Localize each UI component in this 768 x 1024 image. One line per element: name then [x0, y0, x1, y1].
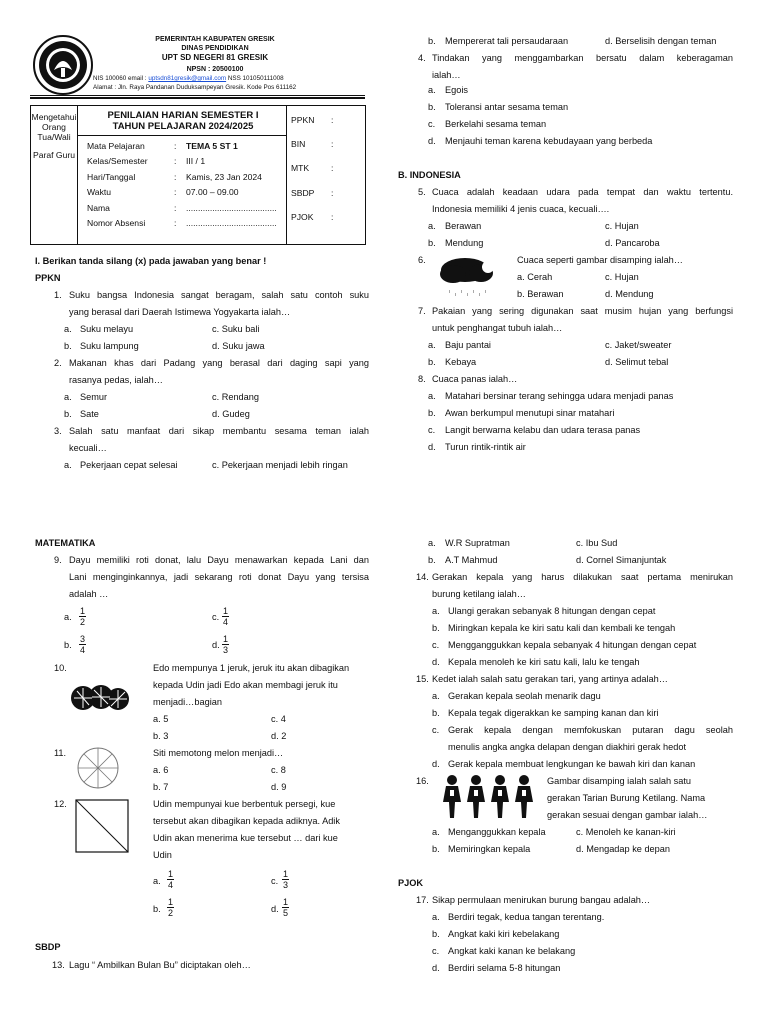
kop-divider-thick: [30, 97, 365, 99]
q4-number: 4.: [418, 53, 426, 63]
field-value-kelas: III / 1: [186, 156, 206, 167]
kop-line-1: PEMERINTAH KABUPATEN GRESIK: [155, 36, 275, 43]
q14-number: 14.: [416, 572, 429, 582]
q17-option-d[interactable]: Berdiri selama 5-8 hitungan: [448, 963, 561, 973]
q12-text-1: Udin mempunyai kue berbentuk persegi, kue: [153, 799, 336, 809]
q3-text-2: kecuali…: [69, 443, 107, 453]
q12-letter-c: c.: [271, 876, 279, 886]
q3-option-a[interactable]: Pekerjaan cepat selesai: [80, 460, 178, 470]
q16-option-c[interactable]: c. Menoleh ke kanan-kiri: [576, 827, 676, 837]
cloud-image: [437, 254, 503, 302]
q16-text-2: gerakan Tarian Burung Ketilang. Nama: [547, 793, 706, 803]
q15-option-c-1[interactable]: Gerak kepala dengan memfokuskan putaran dagu seolah: [448, 725, 733, 735]
q7-option-d[interactable]: d. Selimut tebal: [605, 357, 669, 367]
colon: :: [331, 187, 334, 198]
melon-circle-image: [76, 746, 120, 790]
q10-text-2: kepada Udin jadi Edo akan membagi jeruk itu: [153, 680, 338, 690]
q13-option-b[interactable]: A.T Mahmud: [445, 555, 498, 565]
q5-text-2: Indonesia memiliki 4 jenis cuaca, kecuali….: [432, 204, 610, 214]
q10-text-1: Edo mempunya 1 jeruk, jeruk itu akan dibagikan: [153, 663, 350, 673]
field-label-kelas: Kelas/Semester: [87, 156, 148, 167]
kop-contact: [93, 75, 284, 84]
q14-option-b[interactable]: Miringkan kepala ke kiri satu kali dan kembali ke tengah: [448, 623, 676, 633]
field-label-nama: Nama: [87, 202, 110, 213]
q7-text-1: Pakaian yang sering digunakan saat musim hujan yang berfungsi: [432, 306, 733, 316]
q12-letter-b: b.: [153, 904, 161, 914]
orange-slices-image: [70, 680, 130, 716]
q2-option-a[interactable]: Semur: [80, 392, 108, 402]
q3-option-c[interactable]: c. Pekerjaan menjadi lebih ringan: [212, 460, 348, 470]
q9-number: 9.: [54, 555, 62, 565]
q12-option-c[interactable]: $\frac{1}{3}$: [283, 869, 289, 890]
q6-option-a[interactable]: a. Cerah: [517, 272, 553, 282]
field-label-tanggal: Hari/Tanggal: [87, 171, 136, 182]
kop-nis: NIS 100060 email :: [93, 75, 149, 82]
score-pjok: PJOK: [291, 211, 314, 222]
q1-letter-b: b.: [64, 341, 72, 351]
q12-number: 12.: [54, 799, 67, 809]
colon: :: [331, 115, 334, 125]
q4-letter-c: c.: [428, 119, 436, 129]
info-fields: [87, 139, 277, 231]
q9-option-d[interactable]: $\frac{1}{3}$: [223, 634, 229, 655]
square-cake-image: [75, 799, 129, 853]
q10-option-c[interactable]: c. 4: [271, 714, 286, 724]
q8-letter-c: c.: [428, 425, 436, 435]
q17-letter-d: d.: [432, 963, 440, 973]
q12-option-d[interactable]: $\frac{1}{5}$: [283, 897, 289, 918]
q5-letter-a: a.: [428, 221, 436, 231]
q2-option-c[interactable]: c. Rendang: [212, 392, 259, 402]
q5-option-b[interactable]: Mendung: [445, 238, 484, 248]
kop-nss: NSS 101050111008: [226, 75, 284, 82]
q2-option-d[interactable]: d. Gudeg: [212, 409, 250, 419]
q15-number: 15.: [416, 674, 429, 684]
kop-npsn: NPSN : 20500100: [186, 66, 244, 73]
score-mtk: MTK: [291, 163, 310, 174]
field-value-waktu: 07.00 – 09.00: [186, 187, 239, 198]
q15-option-d[interactable]: Gerak kepala membuat lengkungan ke bawah kiri dan kanan: [448, 759, 696, 769]
q4-letter-d: d.: [428, 136, 436, 146]
q13-option-c[interactable]: c. Ibu Sud: [576, 538, 618, 548]
q16-text-1: Gambar disamping ialah salah satu: [547, 776, 692, 786]
q8-option-b[interactable]: Awan berkumpul menutupi sinar matahari: [445, 408, 615, 418]
colon: :: [174, 218, 177, 229]
colon: :: [174, 156, 177, 167]
q17-option-b[interactable]: Angkat kaki kiri kebelakang: [448, 929, 560, 939]
exam-year: TAHUN PELAJARAN 2024/2025: [112, 121, 254, 132]
section-sbdp: SBDP: [35, 942, 61, 952]
score-sbdp: SBDP: [291, 187, 315, 198]
q14-text-2: burung ketilang ialah…: [432, 589, 526, 599]
kop-divider: [30, 95, 365, 96]
q9-text-3: adalah …: [69, 589, 109, 599]
q8-letter-b: b.: [428, 408, 436, 418]
q3-text-1: Salah satu manfaat dari sikap membantu sesama teman ialah: [69, 426, 369, 436]
q14-letter-d: d.: [432, 657, 440, 667]
q16-text-3: gerakan sesuai dengan gambar ialah…: [547, 810, 708, 820]
q8-option-c[interactable]: Langit berwarna kelabu dan udara terasa panas: [445, 425, 641, 435]
q15-letter-a: a.: [432, 691, 440, 701]
q15-letter-d: d.: [432, 759, 440, 769]
field-label-waktu: Waktu: [87, 187, 112, 198]
q15-option-b[interactable]: Kepala tegak digerakkan ke samping kanan dan kiri: [448, 708, 659, 718]
q14-option-c[interactable]: Mengganggukkan kepala sebanyak 4 hitungan dengan cepat: [448, 640, 697, 650]
q8-option-d[interactable]: Turun rintik-rintik air: [445, 442, 526, 452]
kop-email-link[interactable]: uptsdn81gresik@gmail.com: [148, 75, 227, 82]
field-value-nama[interactable]: ......................................: [186, 202, 277, 213]
q4-option-b[interactable]: Toleransi antar sesama teman: [445, 102, 569, 112]
q11-option-b[interactable]: b. 7: [153, 782, 169, 792]
q2-letter-b: b.: [64, 409, 72, 419]
colon: :: [174, 141, 177, 151]
q10-number: 10.: [54, 663, 67, 673]
q7-option-b[interactable]: Kebaya: [445, 357, 477, 367]
q10-option-d[interactable]: d. 2: [271, 731, 287, 741]
score-bin: BIN: [291, 139, 306, 150]
q5-option-d[interactable]: d. Pancaroba: [605, 238, 660, 248]
q7-text-2: untuk penghangat tubuh ialah…: [432, 323, 563, 333]
q9-text-2: Lani menginginkannya, jadi sekarang roti donat Dayu yang tersisa: [69, 572, 369, 582]
q1-letter-a: a.: [64, 324, 72, 334]
q4-letter-b: b.: [428, 102, 436, 112]
q17-letter-c: c.: [432, 946, 440, 956]
q17-option-c[interactable]: Angkat kaki kanan ke belakang: [448, 946, 576, 956]
kop-address: Alamat : Jln. Raya Pandanan Duduksampeyan Gresik. Kode Pos 611162: [93, 84, 297, 91]
q13-text-1: Lagu “ Ambilkan Bulan Bu” diciptakan oleh…: [69, 960, 251, 970]
q13-number: 13.: [52, 960, 65, 970]
q15-letter-c: c.: [432, 725, 440, 735]
q2-text-2: rasanya pedas, ialah…: [69, 375, 163, 385]
q14-text-1: Gerakan kepala yang harus dilakukan saat pertama menirukan: [432, 572, 733, 582]
q14-option-d[interactable]: Kepala menoleh ke kiri satu kali, lalu ke tengah: [448, 657, 640, 667]
q10-option-a[interactable]: a. 5: [153, 714, 169, 724]
q5-option-a[interactable]: Berawan: [445, 221, 482, 231]
field-value-mapel: TEMA 5 ST 1: [186, 141, 238, 151]
q2-option-b[interactable]: Sate: [80, 409, 99, 419]
colon: :: [174, 202, 177, 213]
q5-option-c[interactable]: c. Hujan: [605, 221, 639, 231]
paraf-guru-label: Paraf Guru: [32, 150, 76, 160]
q11-option-d[interactable]: d. 9: [271, 782, 287, 792]
q7-option-c[interactable]: c. Jaket/sweater: [605, 340, 672, 350]
instruction: I. Berikan tanda silang (x) pada jawaban yang benar !: [35, 256, 267, 266]
mengetahui-label: Mengetahui Orang Tua/Wali: [31, 112, 77, 142]
score-ppkn: PPKN: [291, 115, 315, 125]
q4-letter-a: a.: [428, 85, 436, 95]
q9-letter-c: c.: [212, 612, 220, 622]
q15-option-a[interactable]: Gerakan kepala seolah menarik dagu: [448, 691, 601, 701]
q10-option-b[interactable]: b. 3: [153, 731, 169, 741]
q11-number: 11.: [54, 748, 67, 758]
section-ppkn: PPKN: [35, 273, 61, 283]
q7-letter-b: b.: [428, 357, 436, 367]
q8-option-a[interactable]: Matahari bersinar terang sehingga udara menjadi panas: [445, 391, 674, 401]
kop-line-3: UPT SD NEGERI 81 GRESIK: [161, 53, 269, 62]
q4-text-2: ialah…: [432, 70, 461, 80]
section-bindo: B. INDONESIA: [398, 170, 461, 180]
q1-text-1: Suku bangsa Indonesia sangat beragam, salah satu contoh suku: [69, 290, 369, 300]
q14-letter-a: a.: [432, 606, 440, 616]
q13-option-a[interactable]: W.R Supratman: [445, 538, 510, 548]
q9-letter-a: a.: [64, 612, 72, 622]
q17-text-1: Sikap permulaan menirukan burung bangau adalah…: [432, 895, 651, 905]
dancer-figures-image: [441, 772, 537, 820]
q17-option-a[interactable]: Berdiri tegak, kedua tangan terentang.: [448, 912, 605, 922]
q14-letter-c: c.: [432, 640, 440, 650]
colon: :: [174, 171, 177, 182]
field-value-absensi[interactable]: ......................................: [186, 218, 277, 229]
q16-letter-b: b.: [432, 844, 440, 854]
q17-letter-b: b.: [432, 929, 440, 939]
q5-text-1: Cuaca adalah keadaan udara pada tempat dan waktu tertentu.: [432, 187, 733, 197]
q13-letter-b: b.: [428, 555, 436, 565]
q16-option-a[interactable]: Menganggukkan kepala: [448, 827, 546, 837]
section-pjok: PJOK: [398, 878, 424, 888]
q2-number: 2.: [54, 358, 62, 368]
q9-letter-b: b.: [64, 640, 72, 650]
q6-option-b[interactable]: b. Berawan: [517, 289, 564, 299]
q15-letter-b: b.: [432, 708, 440, 718]
q7-option-a[interactable]: Baju pantai: [445, 340, 491, 350]
field-label-mapel: Mata Pelajaran: [87, 141, 145, 151]
colon: :: [331, 139, 334, 150]
q5-number: 5.: [418, 187, 426, 197]
q6-text-1: Cuaca seperti gambar disamping ialah…: [517, 255, 683, 265]
q6-number: 6.: [418, 255, 426, 265]
q4-option-d[interactable]: Menjauhi teman karena kebudayaan yang berbeda: [445, 136, 653, 146]
q7-letter-a: a.: [428, 340, 436, 350]
q12-text-3: Udin akan menerima kue tersebut … dari kue: [153, 833, 338, 843]
field-value-tanggal: Kamis, 23 Jan 2024: [186, 171, 262, 182]
school-logo: [32, 34, 94, 96]
q1-option-c[interactable]: c. Suku bali: [212, 324, 260, 334]
colon: :: [174, 187, 177, 198]
q12-text-4: Udin: [153, 850, 172, 860]
q4-option-a[interactable]: Egois: [445, 85, 468, 95]
q16-option-d[interactable]: d. Mengadap ke depan: [576, 844, 670, 854]
q13-letter-a: a.: [428, 538, 436, 548]
q11-text-1: Siti memotong melon menjadi…: [153, 748, 284, 758]
q6-option-d[interactable]: d. Mendung: [605, 289, 654, 299]
q16-number: 16.: [416, 776, 429, 786]
q6-option-c[interactable]: c. Hujan: [605, 272, 639, 282]
q4-text-1: Tindakan yang menggambarkan bersatu dalam keberagaman: [432, 53, 733, 63]
q11-option-c[interactable]: c. 8: [271, 765, 286, 775]
q8-number: 8.: [418, 374, 426, 384]
exam-title: PENILAIAN HARIAN SEMESTER I: [107, 110, 259, 121]
q12-letter-a: a.: [153, 876, 161, 886]
score-fields: [291, 108, 333, 229]
q1-number: 1.: [54, 290, 62, 300]
q8-letter-a: a.: [428, 391, 436, 401]
q3-letter-b: b.: [428, 36, 436, 46]
section-matematika: MATEMATIKA: [35, 538, 96, 548]
colon: :: [331, 211, 334, 222]
q16-letter-a: a.: [432, 827, 440, 837]
q15-option-c-2[interactable]: menulis angka angka delapan dengan diakhiri gerak hedot: [448, 742, 687, 752]
q1-option-a[interactable]: Suku melayu: [80, 324, 134, 334]
q2-text-1: Makanan khas dari Padang yang berasal dari daging sapi yang: [69, 358, 369, 368]
title-divider: [77, 135, 287, 136]
q12-option-a[interactable]: $\frac{1}{4}$: [168, 869, 174, 890]
q14-option-a[interactable]: Ulangi gerakan sebanyak 8 hitungan dengan cepat: [448, 606, 656, 616]
q12-letter-d: d.: [271, 904, 279, 914]
q3-option-d[interactable]: d. Berselisih dengan teman: [605, 36, 717, 46]
q8-text-1: Cuaca panas ialah…: [432, 374, 518, 384]
q2-letter-a: a.: [64, 392, 72, 402]
q12-option-b[interactable]: $\frac{1}{2}$: [168, 897, 174, 918]
q1-text-2: yang berasal dari Daerah Istimewa Yogyakarta ialah…: [69, 307, 291, 317]
kop-line-2: DINAS PENDIDIKAN: [181, 45, 249, 52]
field-label-absensi: Nomor Absensi: [87, 218, 146, 229]
q5-letter-b: b.: [428, 238, 436, 248]
q9-letter-d: d.: [212, 640, 220, 650]
q3-option-b[interactable]: Mempererat tali persaudaraan: [445, 36, 569, 46]
q9-option-b[interactable]: $\frac{3}{4}$: [80, 634, 86, 655]
q16-option-b[interactable]: Memiringkan kepala: [448, 844, 531, 854]
q9-option-c[interactable]: $\frac{1}{4}$: [223, 606, 229, 627]
q12-text-2: tersebut akan dibagikan kepada adiknya. Adik: [153, 816, 340, 826]
q14-letter-b: b.: [432, 623, 440, 633]
q4-option-c[interactable]: Berkelahi sesama teman: [445, 119, 547, 129]
q17-letter-a: a.: [432, 912, 440, 922]
q9-option-a[interactable]: $\frac{1}{2}$: [80, 606, 86, 627]
colon: :: [331, 163, 334, 174]
q7-number: 7.: [418, 306, 426, 316]
q10-text-3: menjadi…bagian: [153, 697, 222, 707]
q1-option-d[interactable]: d. Suku jawa: [212, 341, 265, 351]
q1-option-b[interactable]: Suku lampung: [80, 341, 139, 351]
q8-letter-d: d.: [428, 442, 436, 452]
q13-option-d[interactable]: d. Cornel Simanjuntak: [576, 555, 667, 565]
q9-text-1: Dayu memiliki roti donat, lalu Dayu menawarkan kepada Lani dan: [69, 555, 369, 565]
q3-number: 3.: [54, 426, 62, 436]
q11-option-a[interactable]: a. 6: [153, 765, 169, 775]
q17-number: 17.: [416, 895, 429, 905]
q3-letter-a: a.: [64, 460, 72, 470]
q15-text-1: Kedet ialah salah satu gerakan tari, yang artinya adalah…: [432, 674, 668, 684]
